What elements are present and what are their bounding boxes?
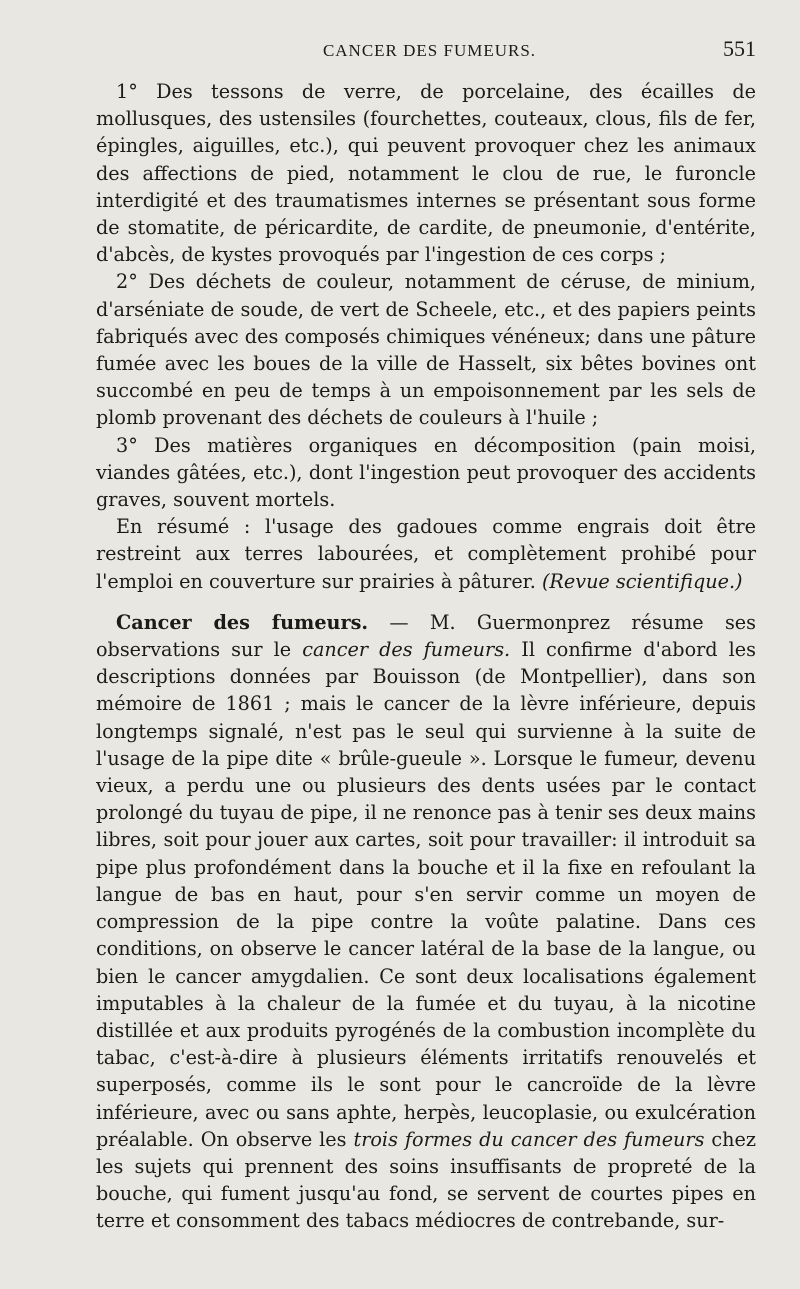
section-italic-2: trois formes du cancer des fumeurs [353, 1127, 705, 1151]
section-text-1: — M. Guermonprez résume ses observations sur le [96, 610, 756, 662]
page-number: 551 [723, 36, 756, 61]
summary-text: En résumé : l'usage des gadoues comme engrais doit être restreint aux terres labourées, et complètement prohibé pour l'emploi en couverture sur prairies à pâturer. [96, 515, 756, 593]
section-heading: Cancer des fumeurs. [116, 610, 369, 634]
paragraph-summary [96, 513, 756, 595]
paragraph-item-3: 3° Des matières organiques en décomposition (pain moisi, viandes gâtées, etc.), dont l'ingestion peut provoquer des accidents graves, souvent mortels. [96, 433, 756, 512]
source-citation: (Revue scientifique.) [541, 569, 743, 593]
section-text-2: Il confirme d'abord les descriptions données par Bouisson (de Montpellier), dans son mémoire de 1861 ; mais le cancer de la lèvre inférieure, depuis longtemps signalé, n'est pas le seul qui survienne à la suite de l'usage de la pipe dite « brûle-gueule ». Lorsque le fumeur, devenu vieux, a perdu une ou plusieurs des dents usées par le contact prolongé du tuyau de pipe, il ne renonce pas à tenir ses deux mains libres, soit pour jouer aux cartes, soit pour travailler: il introduit sa pipe plus profondément dans la bouche et il la fixe en refoulant la langue de bas en haut, pour s'en servir comme un moyen de compression de la pipe contre la voûte palatine. Dans ces conditions, on observe le cancer latéral de la base de la langue, ou bien le cancer amygdalien. Ce sont deux localisations également imputables à la chaleur de la fumée et du tuyau, à la nicotine distillée et aux produits pyrogénés de la combustion incomplète du tabac, c'est-à-dire à plusieurs éléments irritatifs renouvelés et superposés, comme ils le sont pour le cancroïde de la lèvre inférieure, avec ou sans aphte, herpès, leucoplasie, ou exulcération préalable. On observe les [96, 638, 756, 1151]
section-italic-1: cancer des fumeurs. [302, 638, 511, 662]
page-header [96, 36, 756, 72]
paragraph-item-1: 1° Des tessons de verre, de porcelaine, des écailles de mollusques, des ustensiles (fourchettes, couteaux, clous, fils de fer, épingles, aiguilles, etc.), qui peuvent provoquer chez les animaux des affections de pied, notamment le clou de rue, le furoncle interdigité et des traumatismes internes se présentant sous forme de stomatite, de péricardite, de cardite, de pneumonie, d'entérite, d'abcès, de kystes provoqués par l'ingestion de ces corps ; [96, 80, 756, 267]
running-title: CANCER DES FUMEURS. [322, 41, 537, 60]
section-cancer-des-fumeurs [96, 609, 756, 1235]
section-text-3: chez les sujets qui prennent des soins insuffisants de propreté de la bouche, qui fument jusqu'au fond, se servent de courtes pipes en terre et consomment des tabacs médiocres de contrebande, sur- [96, 1127, 756, 1233]
paragraph-item-2: 2° Des déchets de couleur, notamment de céruse, de minium, d'arséniate de soude, de vert de Scheele, etc., et des papiers peints fabriqués avec des composés chimiques vénéneux; dans une pâture fumée avec les boues de la ville de Hasselt, six bêtes bovines ont succombé en peu de temps à un empoisonnement par les sels de plomb provenant des déchets de couleurs à l'huile ; [96, 270, 756, 430]
page-body [96, 78, 756, 1235]
